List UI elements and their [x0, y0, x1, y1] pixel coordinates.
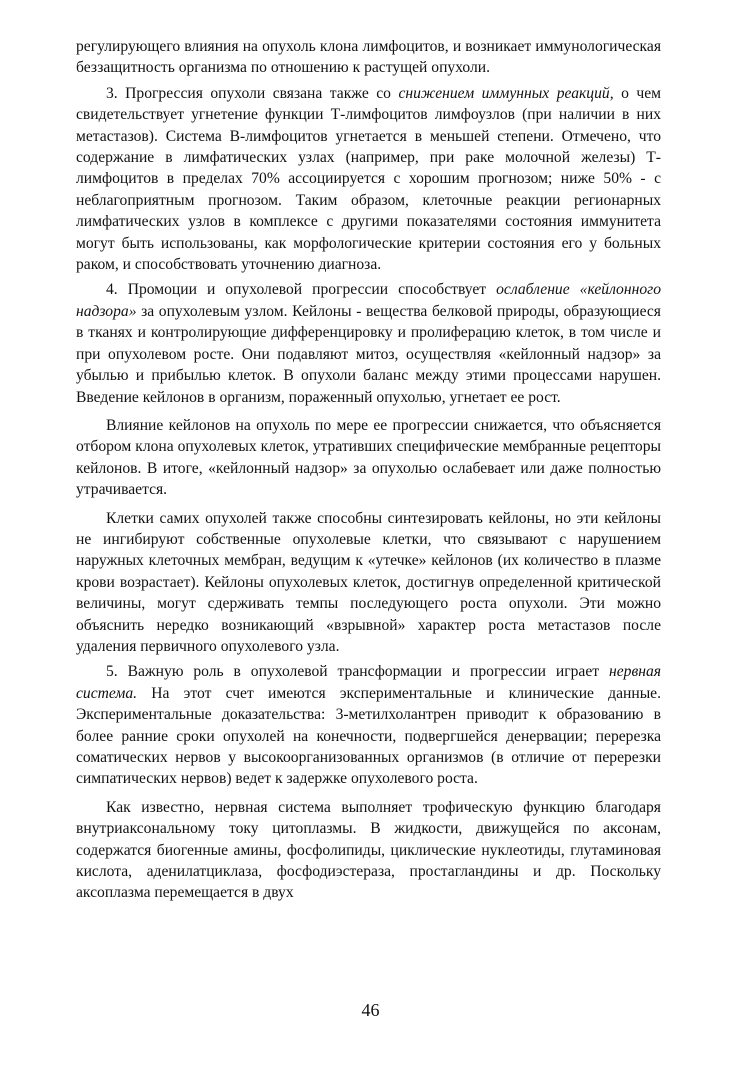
paragraph-4	[76, 415, 661, 501]
paragraph-text: На этот счет имеются экспериментальные и клинические данные. Экспериментальные доказательства: 3-метилхолантрен приводит к образованию в более ранние сроки опухолей на конечности, подвергшейся денервации; перерезка соматических нервов у высокоорганизованных организмов (в отличие от перерезки симпатических нервов) ведет к задержке опухолевого роста.	[76, 684, 661, 788]
paragraph-3	[76, 279, 661, 407]
paragraph-italic-text: снижением иммунных реакций,	[398, 84, 614, 102]
paragraph-text: за опухолевым узлом. Кейлоны - вещества белковой природы, образующиеся в тканях и контролирующие дифференцировку и пролиферацию клеток, в том числе и при опухолевом росте. Они подавляют митоз, осуществляя «кейлонный надзор» за убылью и прибылью клеток. В опухоли баланс между этими процессами нарушен. Введение кейлонов в организм, пораженный опухолью, угнетает ее рост.	[76, 302, 661, 406]
paragraph-7	[76, 797, 661, 904]
paragraph-text: 4. Промоции и опухолевой прогрессии способствует	[106, 281, 497, 299]
paragraph-5	[76, 508, 661, 658]
paragraph-text: 3. Прогрессия опухоли связана также со	[106, 84, 399, 102]
page-body	[76, 36, 661, 904]
paragraph-1	[76, 36, 661, 79]
paragraph-text: о чем свидетельствует угнетение функции Т-лимфоцитов лимфоузлов (при наличии в них метастазов). Система В-лимфоцитов угнетается в меньшей степени. Отмечено, что содержание в лимфатических узлах (например, при раке молочной железы) Т-лимфоцитов в пределах 70% ассоциируется с хорошим прогнозом; ниже 50% - с неблагоприятным прогнозом. Таким образом, клеточные реакции регионарных лимфатических узлов в комплексе с другими показателями состояния иммунитета могут быть использованы, как морфологические критерии состояния его у больных раком, и способствовать уточнению диагноза.	[76, 84, 661, 274]
paragraph-text: регулирующего влияния на опухоль клона лимфоцитов, и возникает иммунологическая беззащитность организма по отношению к растущей опухоли.	[76, 38, 661, 77]
paragraph-text: Клетки самих опухолей также способны синтезировать кейлоны, но эти кейлоны не ингибируют собственные опухолевые клетки, что связывают с нарушением наружных клеточных мембран, ведущим к «утечке» кейлонов (их количество в плазме крови возрастает). Кейлоны опухолевых клеток, достигнув определенной критической величины, могут сдерживать темпы последующего роста опухоли. Эти можно объяснить нередко возникающий «взрывной» характер роста метастазов после удаления первичного опухолевого узла.	[76, 509, 661, 655]
paragraph-text: Как известно, нервная система выполняет трофическую функцию благодаря внутриаксональному току цитоплазмы. В жидкости, движущейся по аксонам, содержатся биогенные амины, фосфолипиды, циклические нуклеотиды, глутаминовая кислота, аденилатциклаза, фосфодиэстераза, простагландины и др. Поскольку аксоплазма перемещается в двух	[76, 798, 661, 902]
paragraph-italic-text: нервная система.	[76, 663, 661, 702]
paragraph-italic-text: ослабление «кейлонного надзора»	[76, 281, 662, 320]
paragraph-2	[76, 83, 661, 276]
page-number: 46	[361, 1000, 380, 1020]
paragraph-text: Влияние кейлонов на опухоль по мере ее прогрессии снижается, что объясняется отбором клона опухолевых клеток, утративших специфические мембранные рецепторы кейлонов. В итоге, «кейлонный надзор» за опухолью ослабевает или даже полностью утрачивается.	[76, 416, 661, 499]
paragraph-text: 5. Важную роль в опухолевой трансформации и прогрессии играет	[106, 663, 609, 681]
paragraph-6	[76, 661, 661, 789]
